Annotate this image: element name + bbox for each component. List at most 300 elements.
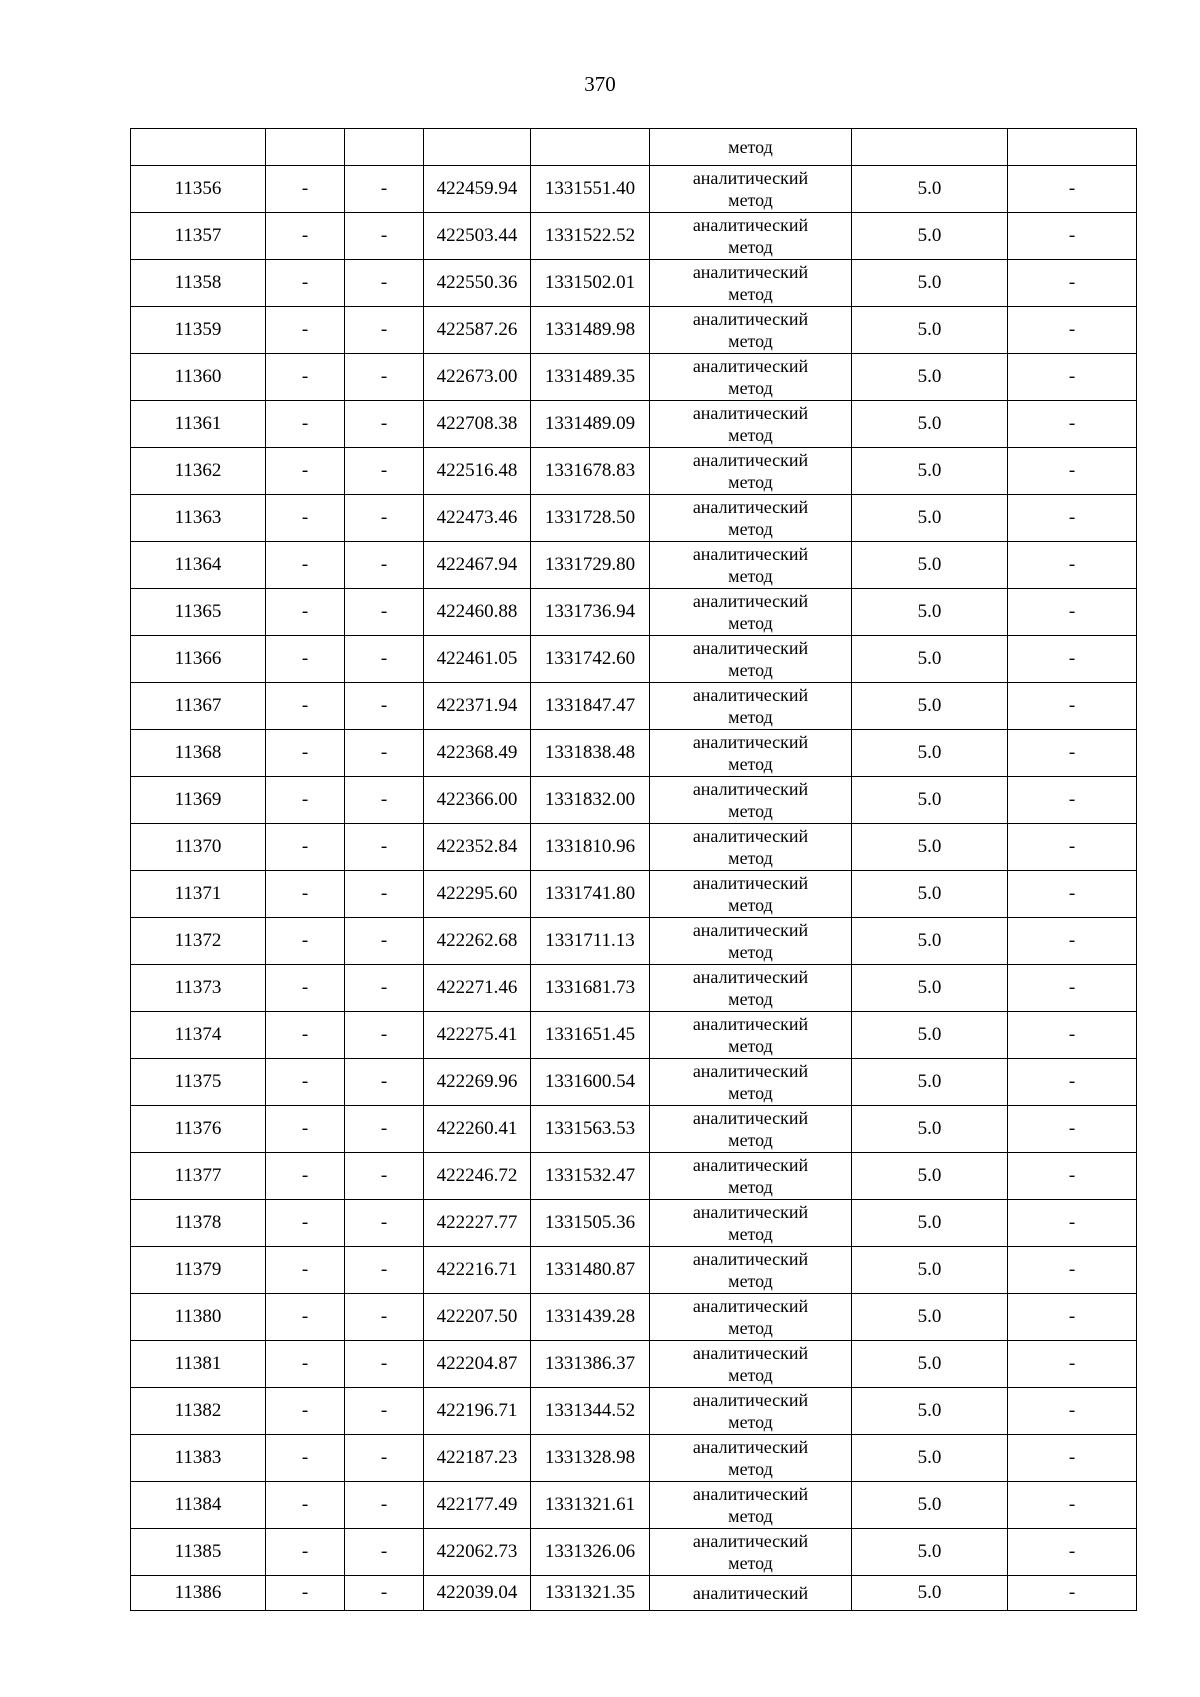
method-line: аналитический <box>692 732 809 752</box>
cell-col8: - <box>1008 965 1137 1012</box>
cell-method <box>650 448 852 495</box>
method-line: метод <box>728 848 773 868</box>
cell-col2: - <box>266 871 345 918</box>
table-row <box>131 1012 1137 1059</box>
cell-x: 422204.87 <box>424 1341 531 1388</box>
method-line: аналитический <box>692 1296 809 1316</box>
table-row <box>131 683 1137 730</box>
cell-col2: - <box>266 1482 345 1529</box>
cell-accuracy: 5.0 <box>852 1529 1008 1576</box>
cell-method <box>650 1341 852 1388</box>
method-line: метод <box>728 707 773 727</box>
cell-id: 11361 <box>131 401 266 448</box>
method-line: аналитический <box>692 450 809 470</box>
cell-col2: - <box>266 918 345 965</box>
cell-col8: - <box>1008 1435 1137 1482</box>
cell-id: 11370 <box>131 824 266 871</box>
method-line: аналитический <box>692 403 809 423</box>
table-row <box>131 918 1137 965</box>
method-line: аналитический <box>692 591 809 611</box>
cell-accuracy: 5.0 <box>852 1106 1008 1153</box>
method-line: аналитический <box>692 215 809 235</box>
method-line: аналитический <box>692 1202 809 1222</box>
table-row <box>131 1341 1137 1388</box>
cell-y: 1331711.13 <box>531 918 650 965</box>
table-row <box>131 1388 1137 1435</box>
page-number: 370 <box>584 72 616 96</box>
cell-col3: - <box>345 824 424 871</box>
cell-y: 1331742.60 <box>531 636 650 683</box>
cell-col2: - <box>266 965 345 1012</box>
cell-accuracy: 5.0 <box>852 1388 1008 1435</box>
method-line: метод <box>728 284 773 304</box>
cell-method <box>650 777 852 824</box>
cell-col3: - <box>345 401 424 448</box>
method-line: аналитический <box>692 544 809 564</box>
cell-x: 422368.49 <box>424 730 531 777</box>
cell-accuracy: 5.0 <box>852 1482 1008 1529</box>
cell-accuracy: 5.0 <box>852 824 1008 871</box>
cell-method <box>650 1247 852 1294</box>
method-line: аналитический <box>692 638 809 658</box>
cell-col8: - <box>1008 1482 1137 1529</box>
cell-method <box>650 495 852 542</box>
table-row <box>131 1435 1137 1482</box>
cell-col3: - <box>345 965 424 1012</box>
cell-method <box>650 1153 852 1200</box>
table-body <box>131 129 1137 1611</box>
method-line: метод <box>728 566 773 586</box>
cell-y: 1331728.50 <box>531 495 650 542</box>
table-row <box>131 495 1137 542</box>
cell-method <box>650 260 852 307</box>
cell-col8 <box>1008 129 1137 166</box>
cell-x: 422516.48 <box>424 448 531 495</box>
table-row <box>131 1059 1137 1106</box>
method-line: аналитический <box>692 967 809 987</box>
cell-x: 422459.94 <box>424 166 531 213</box>
cell-col8: - <box>1008 354 1137 401</box>
table-row <box>131 1294 1137 1341</box>
cell-col2: - <box>266 824 345 871</box>
cell-col3: - <box>345 307 424 354</box>
cell-id: 11372 <box>131 918 266 965</box>
cell-x: 422187.23 <box>424 1435 531 1482</box>
method-line: метод <box>728 190 773 210</box>
cell-y: 1331651.45 <box>531 1012 650 1059</box>
cell-col8: - <box>1008 730 1137 777</box>
cell-col8: - <box>1008 448 1137 495</box>
cell-y: 1331439.28 <box>531 1294 650 1341</box>
cell-id: 11369 <box>131 777 266 824</box>
cell-col2: - <box>266 1576 345 1611</box>
cell-col2: - <box>266 307 345 354</box>
cell-method <box>650 1294 852 1341</box>
cell-col2: - <box>266 166 345 213</box>
cell-accuracy: 5.0 <box>852 636 1008 683</box>
cell-col2: - <box>266 589 345 636</box>
cell-x: 422352.84 <box>424 824 531 871</box>
method-line: аналитический <box>692 1390 809 1410</box>
cell-x: 422260.41 <box>424 1106 531 1153</box>
cell-col2: - <box>266 1388 345 1435</box>
cell-accuracy: 5.0 <box>852 1341 1008 1388</box>
method-line: метод <box>728 378 773 398</box>
cell-x: 422550.36 <box>424 260 531 307</box>
table-row <box>131 824 1137 871</box>
cell-accuracy: 5.0 <box>852 307 1008 354</box>
cell-col8: - <box>1008 1388 1137 1435</box>
cell-accuracy: 5.0 <box>852 1059 1008 1106</box>
cell-col8: - <box>1008 1059 1137 1106</box>
cell-col2: - <box>266 777 345 824</box>
cell-y: 1331729.80 <box>531 542 650 589</box>
method-line: метод <box>728 942 773 962</box>
cell-col8: - <box>1008 1341 1137 1388</box>
method-line: метод <box>728 519 773 539</box>
cell-accuracy: 5.0 <box>852 871 1008 918</box>
cell-y: 1331600.54 <box>531 1059 650 1106</box>
cell-accuracy: 5.0 <box>852 965 1008 1012</box>
cell-col2: - <box>266 683 345 730</box>
cell-x: 422227.77 <box>424 1200 531 1247</box>
method-line: метод <box>728 989 773 1009</box>
cell-id: 11376 <box>131 1106 266 1153</box>
cell-col3: - <box>345 1106 424 1153</box>
cell-col3: - <box>345 495 424 542</box>
cell-x: 422216.71 <box>424 1247 531 1294</box>
cell-col3: - <box>345 777 424 824</box>
cell-id: 11386 <box>131 1576 266 1611</box>
cell-id: 11378 <box>131 1200 266 1247</box>
cell-method <box>650 730 852 777</box>
cell-method <box>650 636 852 683</box>
method-line: метод <box>728 1271 773 1291</box>
cell-x: 422207.50 <box>424 1294 531 1341</box>
method-line: аналитический <box>692 1343 809 1363</box>
cell-col2: - <box>266 260 345 307</box>
method-line: метод <box>728 1177 773 1197</box>
cell-col8: - <box>1008 166 1137 213</box>
method-line: аналитический <box>692 1437 809 1457</box>
cell-col2: - <box>266 1341 345 1388</box>
cell-col2: - <box>266 636 345 683</box>
cell-col2: - <box>266 1059 345 1106</box>
method-line: метод <box>728 237 773 257</box>
cell-col3: - <box>345 636 424 683</box>
table-row <box>131 307 1137 354</box>
method-line: метод <box>728 1365 773 1385</box>
cell-method <box>650 1200 852 1247</box>
cell-accuracy: 5.0 <box>852 589 1008 636</box>
table-row <box>131 448 1137 495</box>
cell-y <box>531 129 650 166</box>
cell-col2 <box>266 129 345 166</box>
cell-col3: - <box>345 1341 424 1388</box>
cell-x: 422503.44 <box>424 213 531 260</box>
cell-y: 1331480.87 <box>531 1247 650 1294</box>
cell-y: 1331489.98 <box>531 307 650 354</box>
cell-method <box>650 1435 852 1482</box>
cell-id: 11380 <box>131 1294 266 1341</box>
method-line: метод <box>728 895 773 915</box>
cell-x: 422366.00 <box>424 777 531 824</box>
cell-id: 11381 <box>131 1341 266 1388</box>
cell-y: 1331838.48 <box>531 730 650 777</box>
cell-id: 11357 <box>131 213 266 260</box>
cell-y: 1331344.52 <box>531 1388 650 1435</box>
cell-col8: - <box>1008 495 1137 542</box>
method-line: метод <box>728 1506 773 1526</box>
table-row <box>131 542 1137 589</box>
cell-method <box>650 1529 852 1576</box>
cell-x: 422275.41 <box>424 1012 531 1059</box>
method-line: метод <box>728 1553 773 1573</box>
cell-y: 1331321.61 <box>531 1482 650 1529</box>
cell-col3: - <box>345 683 424 730</box>
cell-accuracy: 5.0 <box>852 777 1008 824</box>
cell-id: 11379 <box>131 1247 266 1294</box>
cell-col8: - <box>1008 824 1137 871</box>
cell-x: 422473.46 <box>424 495 531 542</box>
cell-y: 1331505.36 <box>531 1200 650 1247</box>
cell-id: 11377 <box>131 1153 266 1200</box>
cell-y: 1331847.47 <box>531 683 650 730</box>
cell-method <box>650 1388 852 1435</box>
cell-col3: - <box>345 166 424 213</box>
cell-method <box>650 166 852 213</box>
cell-id: 11385 <box>131 1529 266 1576</box>
cell-col8: - <box>1008 683 1137 730</box>
cell-method <box>650 307 852 354</box>
method-line: метод <box>728 1459 773 1479</box>
cell-y: 1331502.01 <box>531 260 650 307</box>
cell-col2: - <box>266 448 345 495</box>
method-line: аналитический <box>692 1583 809 1603</box>
cell-col2: - <box>266 1247 345 1294</box>
table-row <box>131 260 1137 307</box>
cell-method <box>650 401 852 448</box>
table-row <box>131 1153 1137 1200</box>
cell-accuracy: 5.0 <box>852 1247 1008 1294</box>
cell-accuracy: 5.0 <box>852 918 1008 965</box>
cell-id: 11366 <box>131 636 266 683</box>
cell-id: 11374 <box>131 1012 266 1059</box>
cell-col8: - <box>1008 1529 1137 1576</box>
method-line: аналитический <box>692 1155 809 1175</box>
cell-col3: - <box>345 354 424 401</box>
cell-col3: - <box>345 1388 424 1435</box>
cell-col3: - <box>345 1482 424 1529</box>
cell-method <box>650 589 852 636</box>
cell-col3: - <box>345 918 424 965</box>
cell-x: 422461.05 <box>424 636 531 683</box>
cell-col3: - <box>345 1012 424 1059</box>
method-line: аналитический <box>692 1249 809 1269</box>
table-row-continuation <box>131 129 1137 166</box>
method-line: метод <box>728 1412 773 1432</box>
table-row <box>131 589 1137 636</box>
cell-id: 11375 <box>131 1059 266 1106</box>
method-line: аналитический <box>692 1108 809 1128</box>
cell-col3: - <box>345 1153 424 1200</box>
cell-col2: - <box>266 495 345 542</box>
table-row <box>131 1106 1137 1153</box>
cell-accuracy: 5.0 <box>852 1012 1008 1059</box>
cell-method <box>650 1576 852 1611</box>
method-line: аналитический <box>692 685 809 705</box>
method-line: аналитический <box>692 497 809 517</box>
cell-id: 11382 <box>131 1388 266 1435</box>
cell-x: 422262.68 <box>424 918 531 965</box>
cell-id: 11371 <box>131 871 266 918</box>
cell-y: 1331532.47 <box>531 1153 650 1200</box>
table-row <box>131 871 1137 918</box>
cell-method <box>650 918 852 965</box>
cell-x: 422039.04 <box>424 1576 531 1611</box>
method-line: метод <box>728 754 773 774</box>
cell-accuracy: 5.0 <box>852 1576 1008 1611</box>
cell-col2: - <box>266 213 345 260</box>
cell-method <box>650 1482 852 1529</box>
cell-col2: - <box>266 354 345 401</box>
cell-accuracy <box>852 129 1008 166</box>
table-row <box>131 965 1137 1012</box>
method-line: аналитический <box>692 1531 809 1551</box>
cell-x: 422271.46 <box>424 965 531 1012</box>
cell-y: 1331681.73 <box>531 965 650 1012</box>
cell-x: 422673.00 <box>424 354 531 401</box>
cell-x: 422269.96 <box>424 1059 531 1106</box>
cell-y: 1331489.09 <box>531 401 650 448</box>
cell-col3: - <box>345 730 424 777</box>
cell-id: 11363 <box>131 495 266 542</box>
table-row <box>131 1529 1137 1576</box>
cell-col8: - <box>1008 1247 1137 1294</box>
cell-id: 11383 <box>131 1435 266 1482</box>
table-row <box>131 1576 1137 1611</box>
cell-col3: - <box>345 1576 424 1611</box>
cell-id: 11358 <box>131 260 266 307</box>
cell-id: 11359 <box>131 307 266 354</box>
cell-col2: - <box>266 1012 345 1059</box>
method-line: метод <box>728 1318 773 1338</box>
method-line: метод <box>728 1036 773 1056</box>
cell-col8: - <box>1008 1576 1137 1611</box>
cell-col8: - <box>1008 1200 1137 1247</box>
table-row <box>131 730 1137 777</box>
cell-id: 11367 <box>131 683 266 730</box>
cell-accuracy: 5.0 <box>852 401 1008 448</box>
cell-x <box>424 129 531 166</box>
method-line: аналитический <box>692 262 809 282</box>
cell-x: 422246.72 <box>424 1153 531 1200</box>
cell-col3: - <box>345 213 424 260</box>
cell-col3: - <box>345 1435 424 1482</box>
cell-accuracy: 5.0 <box>852 1294 1008 1341</box>
cell-col8: - <box>1008 636 1137 683</box>
cell-x: 422587.26 <box>424 307 531 354</box>
cell-x: 422196.71 <box>424 1388 531 1435</box>
cell-y: 1331326.06 <box>531 1529 650 1576</box>
cell-accuracy: 5.0 <box>852 213 1008 260</box>
method-line: метод <box>728 1083 773 1103</box>
cell-col2: - <box>266 1529 345 1576</box>
cell-accuracy: 5.0 <box>852 542 1008 589</box>
method-line: метод <box>728 801 773 821</box>
cell-id: 11365 <box>131 589 266 636</box>
cell-id: 11368 <box>131 730 266 777</box>
cell-accuracy: 5.0 <box>852 448 1008 495</box>
cell-col3: - <box>345 1529 424 1576</box>
cell-col8: - <box>1008 542 1137 589</box>
table-row <box>131 636 1137 683</box>
cell-method <box>650 1106 852 1153</box>
cell-accuracy: 5.0 <box>852 495 1008 542</box>
method-line: аналитический <box>692 826 809 846</box>
cell-col2: - <box>266 1200 345 1247</box>
cell-x: 422460.88 <box>424 589 531 636</box>
method-line: аналитический <box>692 1061 809 1081</box>
cell-x: 422708.38 <box>424 401 531 448</box>
cell-id: 11356 <box>131 166 266 213</box>
cell-y: 1331522.52 <box>531 213 650 260</box>
table-row <box>131 777 1137 824</box>
method-line: аналитический <box>692 356 809 376</box>
cell-accuracy: 5.0 <box>852 1435 1008 1482</box>
method-line: метод <box>728 472 773 492</box>
cell-method <box>650 871 852 918</box>
cell-y: 1331386.37 <box>531 1341 650 1388</box>
cell-col3: - <box>345 871 424 918</box>
method-line: аналитический <box>692 309 809 329</box>
cell-col8: - <box>1008 918 1137 965</box>
cell-y: 1331563.53 <box>531 1106 650 1153</box>
cell-method <box>650 683 852 730</box>
cell-id: 11384 <box>131 1482 266 1529</box>
method-line: метод <box>728 331 773 351</box>
cell-accuracy: 5.0 <box>852 166 1008 213</box>
method-line: метод <box>728 660 773 680</box>
cell-col3 <box>345 129 424 166</box>
table-row <box>131 166 1137 213</box>
cell-accuracy: 5.0 <box>852 730 1008 777</box>
method-line: метод <box>728 613 773 633</box>
cell-x: 422062.73 <box>424 1529 531 1576</box>
cell-col2: - <box>266 1294 345 1341</box>
cell-col2: - <box>266 1153 345 1200</box>
cell-col8: - <box>1008 1294 1137 1341</box>
cell-y: 1331741.80 <box>531 871 650 918</box>
cell-col3: - <box>345 1247 424 1294</box>
cell-id: 11364 <box>131 542 266 589</box>
cell-col3: - <box>345 260 424 307</box>
method-line: аналитический <box>692 1014 809 1034</box>
cell-col3: - <box>345 1200 424 1247</box>
cell-accuracy: 5.0 <box>852 354 1008 401</box>
table-row <box>131 401 1137 448</box>
cell-method <box>650 824 852 871</box>
cell-col8: - <box>1008 871 1137 918</box>
cell-col3: - <box>345 542 424 589</box>
cell-y: 1331678.83 <box>531 448 650 495</box>
cell-method <box>650 542 852 589</box>
cell-col8: - <box>1008 1153 1137 1200</box>
table-row <box>131 213 1137 260</box>
cell-x: 422467.94 <box>424 542 531 589</box>
cell-col8: - <box>1008 1106 1137 1153</box>
cell-col2: - <box>266 1106 345 1153</box>
